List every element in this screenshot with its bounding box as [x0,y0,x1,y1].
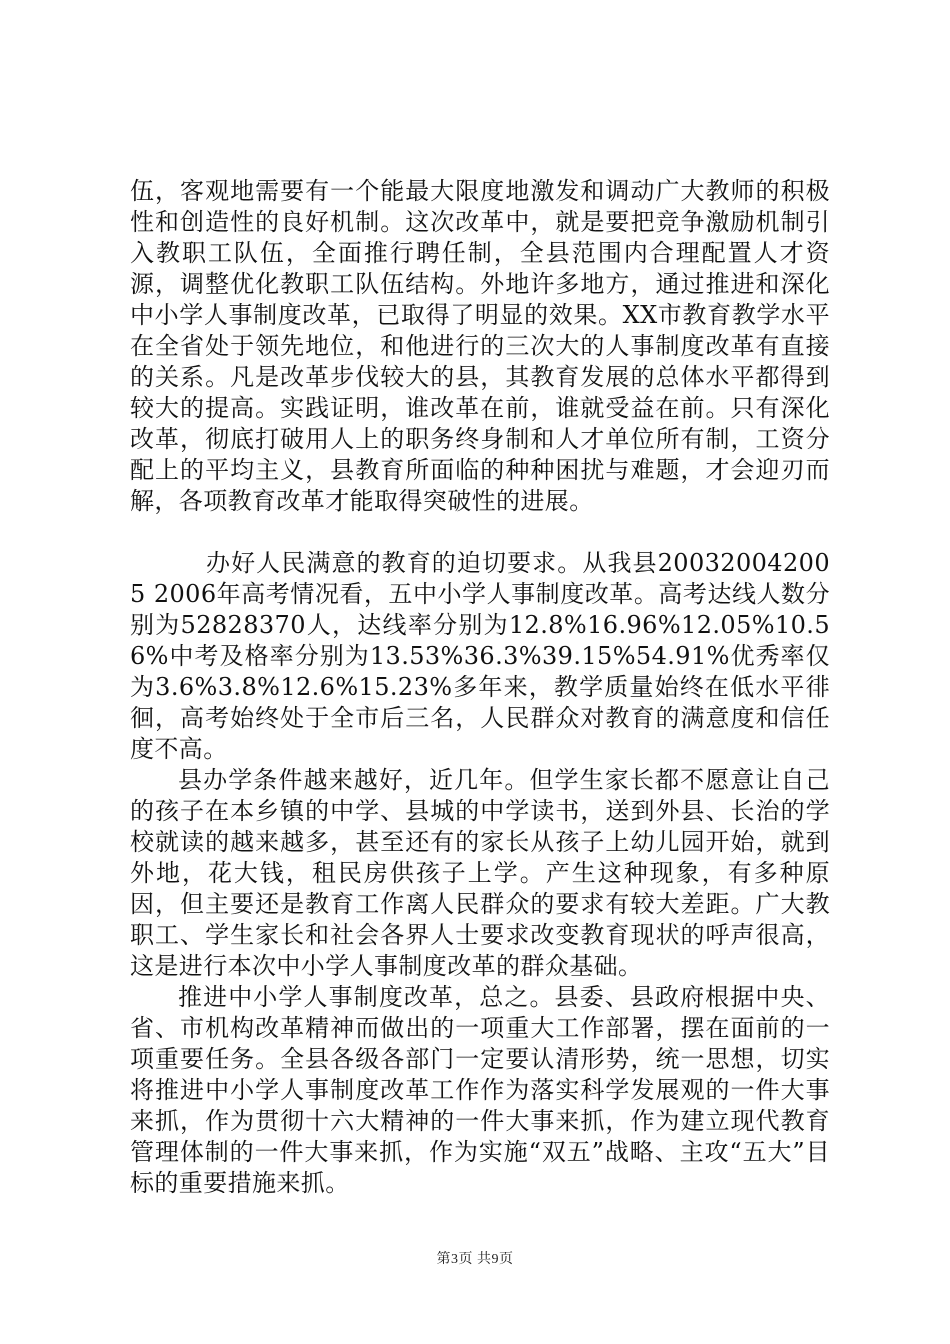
paragraph-continuation: 伍，客观地需要有一个能最大限度地激发和调动广大教师的积极性和创造性的良好机制。这次改革中，就是要把竞争激励机制引入教职工队伍，全面推行聘任制，全县范围内合理配置人才资源，调整优化教职工队伍结构。外地许多地方，通过推进和深化中小学人事制度改革，已取得了明显的效果。XX市教育教学水平在全省处于领先地位，和他进行的三次大的人事制度改革有直接的关系。凡是改革步伐较大的县，其教育发展的总体水平都得到较大的提高。实践证明，谁改革在前，谁就受益在前。只有深化改革，彻底打破用人上的职务终身制和人才单位所有制，工资分配上的平均主义，县教育所面临的种种困扰与难题，才会迎刃而解，各项教育改革才能取得突破性的进展。 [130,177,830,515]
paragraph-exam-results: 办好人民满意的教育的迫切要求。从我县200320042005 2006年高考情况看，五中小学人事制度改革。高考达线人数分别为52828370人，达线率分别为12.8%16.96%12.05%10.56%中考及格率分别为13.53%36.3%39.15%54.91%优秀率仅为3.6%3.8%12.6%15.23%多年来，教学质量始终在低水平徘徊，高考始终处于全市后三名，人民群众对教育的满意度和信任度不高。 [130,549,830,763]
paragraph-gap [130,517,830,548]
paragraph-school-conditions: 县办学条件越来越好，近几年。但学生家长都不愿意让自己的孩子在本乡镇的中学、县城的中学读书，送到外县、长治的学校就读的越来越多，甚至还有的家长从孩子上幼儿园开始，就到外地，花大钱，租民房供孩子上学。产生这种现象，有多种原因，但主要还是教育工作离人民群众的要求有较大差距。广大教职工、学生家长和社会各界人士要求改变教育现状的呼声很高，这是进行本次中小学人事制度改革的群众基础。 [130,766,830,980]
paragraph-reform-summary: 推进中小学人事制度改革，总之。县委、县政府根据中央、省、市机构改革精神而做出的一项重大工作部署，摆在面前的一项重要任务。全县各级各部门一定要认清形势，统一思想，切实将推进中小学人事制度改革工作作为落实科学发展观的一件大事来抓，作为贯彻十六大精神的一件大事来抓，作为建立现代教育管理体制的一件大事来抓，作为实施“双五”战略、主攻“五大”目标的重要措施来抓。 [130,983,830,1197]
page-footer: 第3页 共9页 [436,1252,514,1267]
document-body [130,176,830,1199]
